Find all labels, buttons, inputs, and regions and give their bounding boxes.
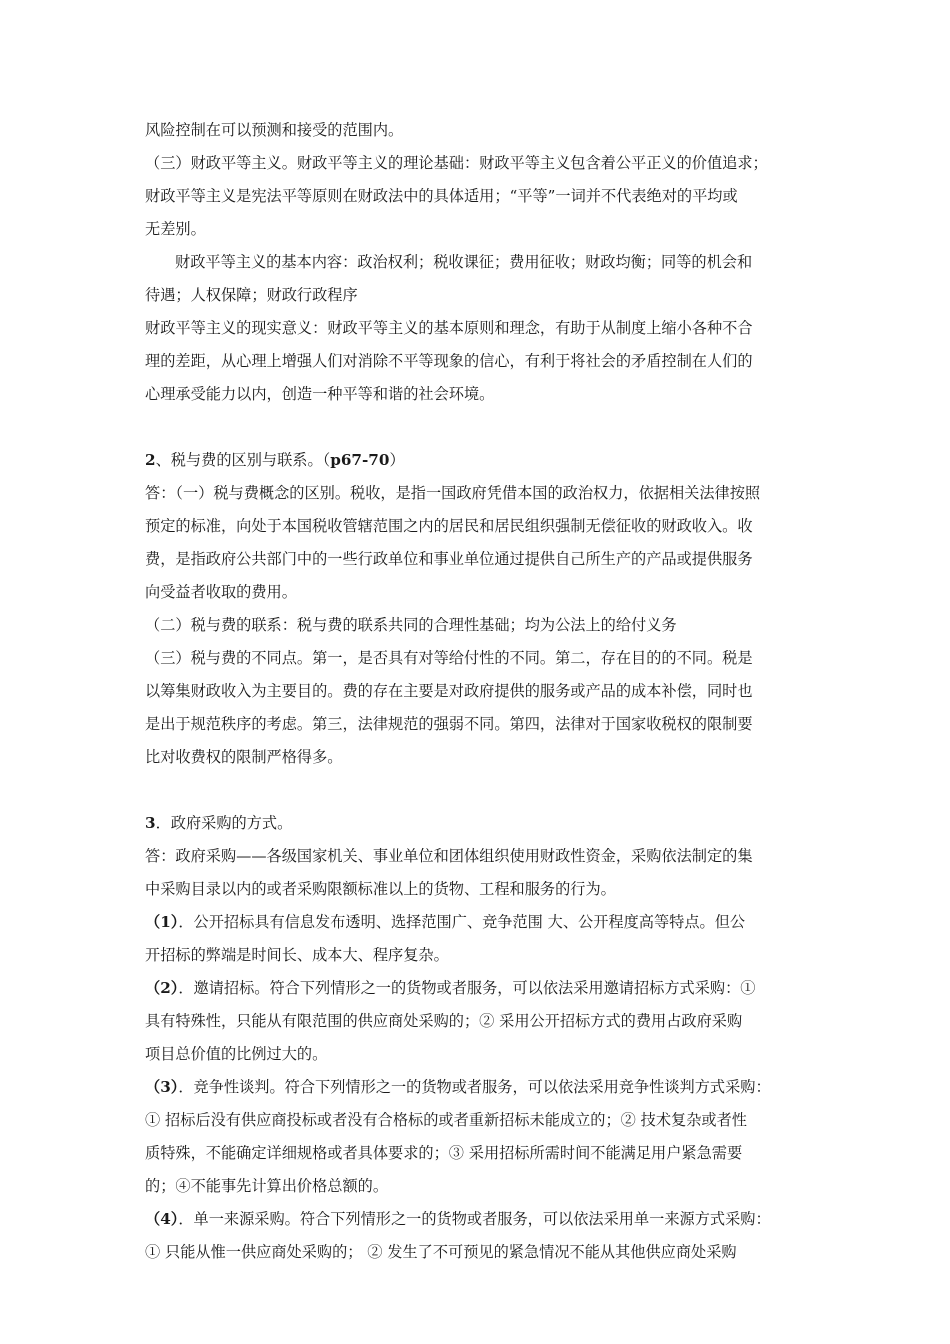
paragraph-line: 以筹集财政收入为主要目的。费的存在主要是对政府提供的服务或产品的成本补偿，同时也	[145, 682, 753, 700]
section-gap	[145, 774, 810, 807]
item-number: （3）	[145, 1078, 179, 1096]
paragraph-line: 待遇；人权保障；财政行政程序	[145, 286, 358, 304]
paragraph-line: 财政平等主义是宪法平等原则在财政法中的具体适用；“平等”一词并不代表绝对的平均或	[145, 187, 738, 205]
paragraph-line: 财政平等主义的现实意义：财政平等主义的基本原则和理念，有助于从制度上缩小各种不合	[145, 319, 753, 337]
question-title: 、税与费的区别与联系。（	[155, 451, 331, 469]
list-item	[145, 906, 810, 939]
paragraph-line: 费，是指政府公共部门中的一些行政单位和事业单位通过提供自己所生产的产品或提供服务	[145, 550, 753, 568]
paragraph-line: 向受益者收取的费用。	[145, 583, 297, 601]
question-title: ．政府采购的方式。	[155, 814, 293, 832]
paragraph-line: 项目总价值的比例过大的。	[145, 1045, 328, 1063]
paragraph-line: 开招标的弊端是时间长、成本大、程序复杂。	[145, 946, 449, 964]
paragraph-line: 答：（一）税与费概念的区别。税收，是指一国政府凭借本国的政治权力，依据相关法律按照	[145, 484, 761, 502]
item-text: ．公开招标具有信息发布透明、选择范围广、竞争范围 大、公开程度高等特点。但公	[178, 913, 746, 931]
item-number: （4）	[145, 1210, 179, 1228]
paragraph-line: 答：政府采购——各级国家机关、事业单位和团体组织使用财政性资金，采购依法制定的集	[145, 847, 753, 865]
paragraph-line: （二）税与费的联系：税与费的联系共同的合理性基础；均为公法上的给付义务	[145, 616, 677, 634]
paragraph-line: 风险控制在可以预测和接受的范围内。	[145, 121, 404, 139]
question-number: 2	[145, 451, 156, 469]
question-title-close: ）	[389, 451, 405, 469]
document-page	[145, 114, 810, 1269]
paragraph-line: 理的差距，从心理上增强人们对消除不平等现象的信心，有利于将社会的矛盾控制在人们的	[145, 352, 753, 370]
paragraph-line: ① 只能从惟一供应商处采购的； ② 发生了不可预见的紧急情况不能从其他供应商处采购	[145, 1243, 737, 1261]
list-item	[145, 972, 810, 1005]
item-number: （2）	[145, 979, 179, 997]
item-text: ．竞争性谈判。符合下列情形之一的货物或者服务，可以依法采用竞争性谈判方式采购：	[178, 1078, 771, 1096]
paragraph-line: 比对收费权的限制严格得多。	[145, 748, 343, 766]
section-gap	[145, 411, 810, 444]
item-text: ．单一来源采购。符合下列情形之一的货物或者服务，可以依法采用单一来源方式采购：	[178, 1210, 771, 1228]
paragraph-line: ① 招标后没有供应商投标或者没有合格标的或者重新招标未能成立的；② 技术复杂或者性	[145, 1111, 747, 1129]
paragraph-line: （三）财政平等主义。财政平等主义的理论基础：财政平等主义包含着公平正义的价值追求；	[145, 154, 768, 172]
paragraph-line: 是出于规范秩序的考虑。第三，法律规范的强弱不同。第四，法律对于国家收税权的限制要	[145, 715, 753, 733]
paragraph-line: 的；④不能事先计算出价格总额的。	[145, 1177, 388, 1195]
paragraph-line: 中采购目录以内的或者采购限额标准以上的货物、工程和服务的行为。	[145, 880, 616, 898]
item-number: （1）	[145, 913, 179, 931]
list-item	[145, 1071, 810, 1104]
page-reference: p67-70	[330, 451, 390, 469]
question-2-heading	[145, 444, 810, 477]
paragraph-line: 财政平等主义的基本内容：政治权利；税收课征；费用征收；财政均衡；同等的机会和	[175, 253, 753, 271]
question-3-heading	[145, 807, 810, 840]
list-item	[145, 1203, 810, 1236]
paragraph-line: 具有特殊性，只能从有限范围的供应商处采购的；② 采用公开招标方式的费用占政府采购	[145, 1012, 743, 1030]
paragraph-line: 预定的标准，向处于本国税收管辖范围之内的居民和居民组织强制无偿征收的财政收入。收	[145, 517, 753, 535]
paragraph-line: 质特殊，不能确定详细规格或者具体要求的；③ 采用招标所需时间不能满足用户紧急需要	[145, 1144, 743, 1162]
paragraph-line: 无差别。	[145, 220, 206, 238]
question-number: 3	[145, 814, 156, 832]
item-text: ．邀请招标。符合下列情形之一的货物或者服务，可以依法采用邀请招标方式采购：①	[178, 979, 756, 997]
paragraph-line: （三）税与费的不同点。第一，是否具有对等给付性的不同。第二，存在目的的不同。税是	[145, 649, 753, 667]
paragraph-line: 心理承受能力以内，创造一种平等和谐的社会环境。	[145, 385, 495, 403]
